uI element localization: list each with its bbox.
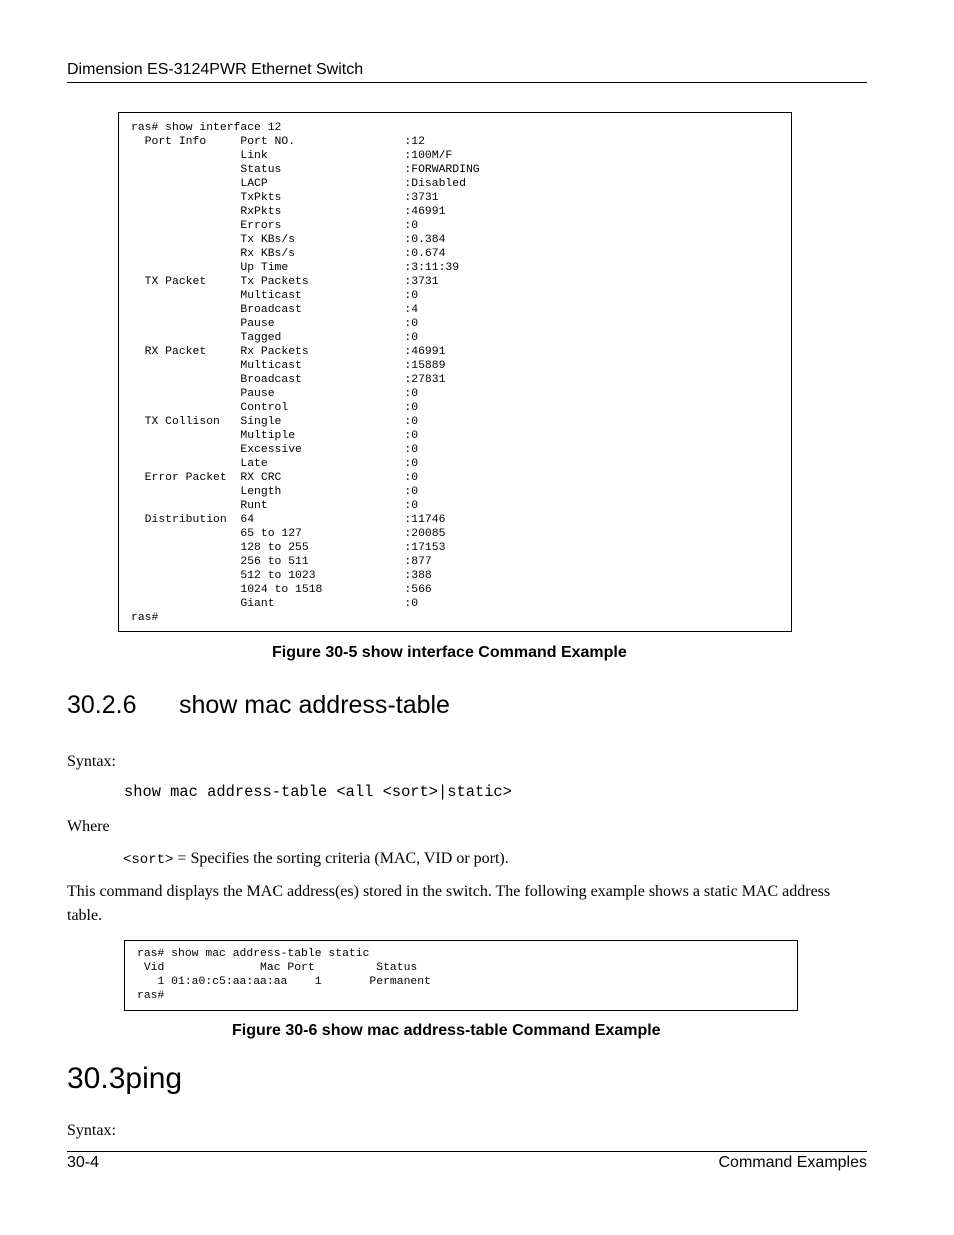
syntax-command: show mac address-table <all <sort>|static> [124, 783, 512, 801]
section-title: show mac address-table [179, 691, 450, 719]
interface-code-text: ras# show interface 12 Port Info Port NO. :12 Link :100M/F Status :FORWARDING LACP :Disabled TxPkts :3731 RxPkts :46991 Errors :0 Tx KBs/s :0.384 Rx KBs/s :0.674 Up Time :3:11:39 TX Packet Tx Packets :3731 Multicast :0 Broadcast :4 Pause :0 Tagged :0 RX Packet Rx Packets :46991 Multicast :15889 Broadcast :27831 Pause :0 Control :0 TX Collison Single :0 Multiple :0 Excessive :0 Late :0 Error Packet RX CRC :0 Length :0 Runt :0 Distribution 64 :11746 65 to 127 :20085 128 to 255 :17153 256 to 511 :877 512 to 1023 :388 1024 to 1518 :566 Giant :0 ras# [131, 122, 480, 624]
chapter-title: Command Examples [718, 1154, 867, 1171]
running-header: Dimension ES-3124PWR Ethernet Switch [67, 61, 364, 78]
interface-code-example [118, 112, 792, 632]
page-number: 30-4 [67, 1154, 100, 1171]
mac-table-code-text: ras# show mac address-table static Vid Mac Port Status 1 01:a0:c5:aa:aa:aa 1 Permanent ras# [137, 948, 431, 1002]
section-heading [67, 691, 450, 720]
figure-caption: Figure 30-6 show mac address-table Command Example [232, 1022, 661, 1039]
parameter-name: <sort> [123, 852, 174, 868]
parameter-description [123, 847, 509, 872]
parameter-text: = Specifies the sorting criteria (MAC, VID or port). [173, 850, 509, 867]
footer-divider [67, 1151, 867, 1152]
section-description: This command displays the MAC address(es) stored in the switch. The following example shows a static MAC address table. [67, 883, 831, 924]
where-label: Where [67, 818, 110, 835]
chapter-section-heading [67, 1062, 182, 1096]
mac-table-code-example [124, 940, 798, 1011]
syntax-label: Syntax: [67, 753, 116, 770]
section-number: 30.3 [67, 1062, 126, 1095]
header-divider [67, 82, 867, 83]
syntax-label: Syntax: [67, 1122, 116, 1139]
figure-caption: Figure 30-5 show interface Command Example [272, 644, 627, 661]
section-number: 30.2.6 [67, 691, 137, 719]
section-title: ping [125, 1062, 183, 1095]
